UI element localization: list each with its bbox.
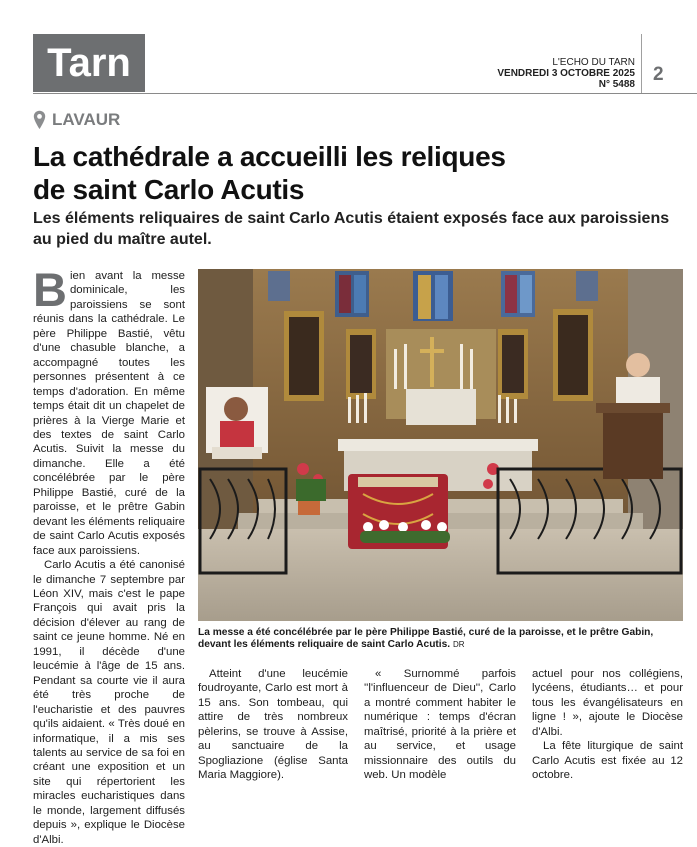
page-number: 2 bbox=[653, 64, 664, 85]
article-column-3 bbox=[364, 667, 516, 783]
subheadline: Les éléments reliquaires de saint Carlo Acutis étaient exposés face aux paroissiens au pied du maître autel. bbox=[33, 210, 670, 248]
cathedral-photo-illustration bbox=[198, 269, 683, 621]
issue-number: N° 5488 bbox=[598, 79, 635, 90]
headline bbox=[33, 140, 673, 206]
photo-caption-text: La messe a été concélébrée par le père Philippe Bastié, curé de la paroisse, et le prêtre Gabin, devant les éléments reliquaire de saint Carlo Acutis. bbox=[198, 627, 654, 651]
header-rule bbox=[33, 93, 697, 94]
drop-cap: B bbox=[33, 263, 67, 316]
article-paragraph-2: Carlo Acutis a été canonisé le dimanche 7 septembre par Léon XIV, mais c'est le pape François qui avait pris la décision d'élever au rang de saint ce jeune homme. Né en 1991, il décède d'une leucémie à l'âge de 15 ans. Pendant sa courte vie il aura été très proche de l'eucharistie et des pauvres qu'ils aidaient. « Très doué en informatique, il a mis ses talents au service de sa foi en créant une exposition et un site qui répertorient les miracles eucharistiques dans le monde, largement diffusés depuis », explique le Diocèse d'Albi. bbox=[33, 559, 185, 846]
article-column-1 bbox=[33, 263, 185, 847]
section-label: Tarn bbox=[33, 34, 145, 92]
newspaper-name: L'ECHO DU TARN bbox=[552, 57, 635, 68]
photo-caption bbox=[198, 627, 683, 652]
masthead bbox=[497, 57, 635, 90]
article-paragraph-4: « Surnommé parfois ''l'influenceur de Dieu'', Carlo a montré comment habiter le numérique : temps d'écran maîtrisé, priorité à la prière et au service, et usage missionnaire des outils du web. Un modèle bbox=[364, 668, 516, 782]
article-column-2 bbox=[198, 667, 348, 783]
article-paragraph-5: La fête liturgique de saint Carlo Acutis est fixée au 12 octobre. bbox=[532, 740, 683, 782]
article-paragraph-3: Atteint d'une leucémie foudroyante, Carlo est mort à 15 ans. Son tombeau, qui attire de très nombreux pèlerins, se trouve à Assise, au sanctuaire de la Spogliazione (église Santa Maria Maggiore). bbox=[198, 668, 348, 782]
cathedral-photo bbox=[198, 269, 683, 621]
masthead-divider bbox=[641, 34, 642, 94]
location-name: LAVAUR bbox=[52, 110, 121, 129]
article-paragraph-4-continued: actuel pour nos collégiens, lycéens, étudiants… et pour tous les évangélisateurs en ligne ! », ajoute le Diocèse d'Albi. bbox=[532, 668, 683, 738]
issue-date: VENDREDI 3 OCTOBRE 2025 bbox=[497, 68, 635, 79]
location-tag bbox=[33, 109, 120, 131]
article-paragraph-1-text: ien avant la messe dominicale, les paroissiens se sont réunis dans la cathédrale. Le père Philippe Bastié, vêtu d'une chasuble blanche, a accompagné toutes les personnes présentent à ce temps d'adoration. En même temps était dit un chapelet de prières à la Vierge Marie et des textes de saint Carlo Acutis. Suivit la messe du dimanche. Elle a été concélébrée par le père Philippe Bastié, curé de la paroisse, et le prêtre Gabin devant les éléments reliquaire de saint Carlo Acutis exposés face aux paroissiens. bbox=[33, 270, 185, 557]
headline-line-2: de saint Carlo Acutis bbox=[33, 174, 305, 205]
headline-line-1: La cathédrale a accueilli les reliques bbox=[33, 141, 506, 172]
photo-credit: DR bbox=[452, 640, 465, 650]
article-paragraph-1 bbox=[33, 263, 185, 558]
article-column-4 bbox=[532, 667, 683, 783]
location-pin-icon bbox=[33, 110, 46, 130]
